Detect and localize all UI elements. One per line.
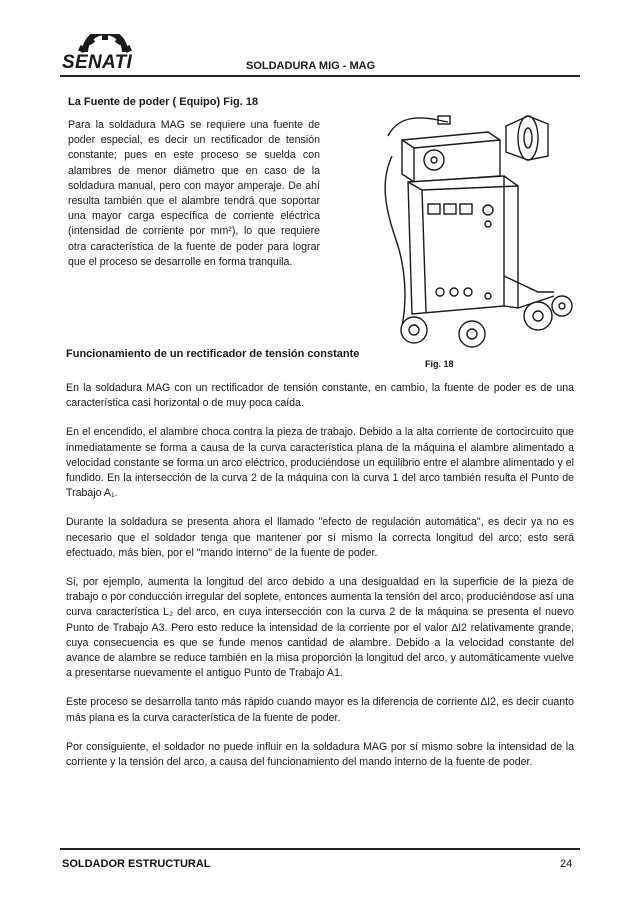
footer-divider (60, 848, 580, 850)
figure-caption: Fig. 18 (425, 359, 454, 369)
section-heading-power-source: La Fuente de poder ( Equipo) Fig. 18 (68, 96, 259, 108)
logo-text: SENATI (62, 52, 133, 73)
body-paragraph: Por consiguiente, el soldador no puede influir en la soldadura MAG por sí mismo sobre la intensidad de la corriente y la tensión del arco, a causa del funcionamiento del mando interno de la fuente de poder. (66, 740, 574, 769)
body-text (66, 381, 574, 784)
footer-course-title: SOLDADOR ESTRUCTURAL (62, 858, 211, 870)
body-paragraph: Este proceso se desarrolla tanto más rápido cuando mayor es la diferencia de corriente ∆I2, es decir cuanto más plana es la curva característica de la fuente de poder. (66, 696, 574, 724)
body-paragraph: En el encendido, el alambre choca contra la pieza de trabajo. Debido a la alta corriente de cortocircuito que inmediatamente se forma a causa de la curva característica plana de la máquina el alambre alimentado a velocidad constante se forma un arco eléctrico, produciéndose un equilibrio entre el alambre alimentado y el fundido. En la intersección de la curva 2 de la máquina con la curva 1 del arco también resulta el Punto de Trabajo A₁. (66, 426, 574, 500)
page-number: 24 (560, 858, 573, 870)
section-heading-rectifier: Funcionamiento de un rectificador de tensión constante (66, 348, 360, 360)
body-paragraph: Si, por ejemplo, aumenta la longitud del arco debido a una desigualdad en la superficie de la pieza de trabajo o por conducción irregular del soplete, entonces aumenta la tensión del arco, produciéndose así una curva característica L₂ del arco, en cuya intersección con la curva 2 de la máquina se presenta el nuevo Punto de Trabajo A3. Pero esto reduce la intensidad de la corriente por el valor ∆I2 relativamente grande, cuya consecuencia es que se funde menos cantidad de alambre. Debido a la velocidad constante del avance de alambre se reduce también en la misa proporción la longitud del arco, y automáticamente vuelve a presentarse nuevamente el antiguo Punto de Trabajo A1. (66, 576, 574, 680)
intro-paragraph: Para la soldadura MAG se requiere una fuente de poder especial, es decir un rectificador de tensión constante; pues en este proceso se suelda con alambres de menor diámetro que en caso de la soldadura manual, pero con mayor amperaje. De ahí resulta también que el alambre tendrá que soportar una mayor carga específica de corriente eléctrica (intensidad de corriente por mm²), lo que requiere otra característica de la fuente de poder para lograr que el proceso se desarrolle en forma tranquila. (68, 119, 320, 268)
body-paragraph: En la soldadura MAG con un rectificador de tensión constante, en cambio, la fuente de poder es de una característica casi horizontal o de muy poca caída. (66, 382, 574, 410)
header-divider (60, 75, 580, 77)
body-paragraph: Durante la soldadura se presenta ahora el llamado "efecto de regulación automática", es decir ya no es necesario que el soldador tenga que mantener por sí mismo la correcta longitud del arco; esto será efectuado, más bien, por el "mando interno" de la fuente de poder. (66, 516, 574, 559)
mig-welding-machine-icon (378, 96, 574, 354)
page-header-title: SOLDADURA MIG - MAG (246, 60, 376, 72)
